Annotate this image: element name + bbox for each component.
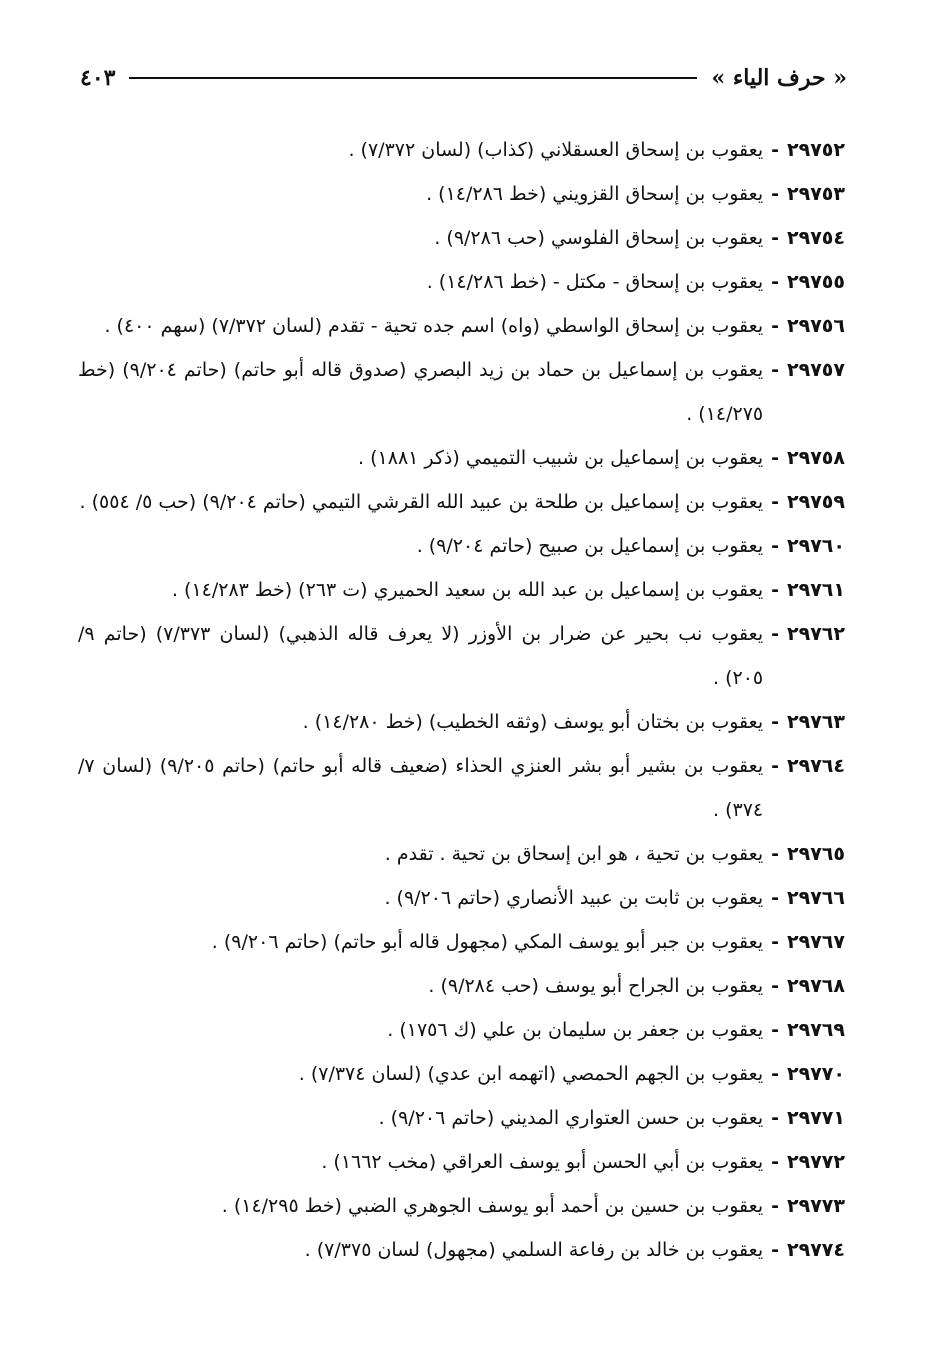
entry-dash: - [771, 447, 780, 469]
entry-text: يعقوب بن إسماعيل بن صبيح (حاتم ٩/٢٠٤) . [416, 535, 764, 557]
entry-dash: - [771, 227, 780, 249]
entry-dash: - [771, 139, 780, 161]
entry-dash: - [771, 1151, 780, 1173]
entry-number: ٢٩٧٦٢ [787, 623, 845, 645]
entry-number: ٢٩٧٦٨ [787, 975, 845, 997]
entry-text: يعقوب بن إسماعيل بن عبد الله بن سعيد الحميري (ت ٢٦٣) (خط ١٤/٢٨٣) . [171, 579, 764, 601]
entry-dash: - [771, 755, 780, 777]
entry-dash: - [771, 1107, 780, 1129]
chapter-title: « حرف الياء » [711, 65, 847, 91]
entry-row [78, 1184, 845, 1228]
entry-row [78, 1096, 845, 1140]
entry-row [78, 700, 845, 744]
entry-dash: - [771, 975, 780, 997]
entry-dash: - [771, 1239, 780, 1261]
page-header [80, 60, 847, 96]
entry-number: ٢٩٧٦٠ [787, 535, 845, 557]
entry-text: يعقوب بن أبي الحسن أبو يوسف العراقي (مخب ١٦٦٢) . [321, 1151, 764, 1173]
entry-text: يعقوب بن حسن العتواري المديني (حاتم ٩/٢٠٦) . [378, 1107, 764, 1129]
entry-text: يعقوب بن إسحاق القزويني (خط ١٤/٢٨٦) . [426, 183, 764, 205]
entry-number: ٢٩٧٧١ [787, 1107, 845, 1129]
entry-row [78, 744, 845, 832]
entry-number: ٢٩٧٦٧ [787, 931, 845, 953]
page-number: ٤٠٣ [80, 65, 116, 91]
entry-dash: - [771, 1195, 780, 1217]
entry-dash: - [771, 1063, 780, 1085]
entry-text: يعقوب بن جعفر بن سليمان بن علي (ك ١٧٥٦) . [387, 1019, 764, 1041]
entry-text: يعقوب بن إسماعيل بن حماد بن زيد البصري (صدوق قاله أبو حاتم) (حاتم ٩/٢٠٤) (خط ١٤/٢٧٥) . [78, 359, 764, 425]
entry-row [78, 568, 845, 612]
entry-list [78, 128, 845, 1272]
entry-row [78, 128, 845, 172]
entry-dash: - [771, 887, 780, 909]
entry-number: ٢٩٧٥٨ [787, 447, 845, 469]
entry-text: يعقوب بن بختان أبو يوسف (وثقه الخطيب) (خط ١٤/٢٨٠) . [302, 711, 764, 733]
entry-number: ٢٩٧٥٧ [787, 359, 845, 381]
entry-number: ٢٩٧٦٤ [787, 755, 845, 777]
entry-dash: - [771, 579, 780, 601]
entry-row [78, 920, 845, 964]
entry-dash: - [771, 711, 780, 733]
entry-text: يعقوب بن خالد بن رفاعة السلمي (مجهول) لسان ٧/٣٧٥) . [304, 1239, 764, 1261]
entry-dash: - [771, 843, 780, 865]
entry-row [78, 612, 845, 700]
entry-dash: - [771, 1019, 780, 1041]
entry-text: يعقوب بن الجهم الحمصي (اتهمه ابن عدي) (لسان ٧/٣٧٤) . [298, 1063, 764, 1085]
entry-number: ٢٩٧٥٤ [787, 227, 845, 249]
entry-dash: - [771, 315, 780, 337]
header-rule [129, 77, 697, 79]
entry-number: ٢٩٧٦٥ [787, 843, 845, 865]
entry-dash: - [771, 183, 780, 205]
entry-text: يعقوب بن بشير أبو بشر العنزي الحذاء (ضعيف قاله أبو حاتم) (حاتم ٩/٢٠٥) (لسان ٧/ ٣٧٤) . [78, 755, 764, 821]
entry-row [78, 216, 845, 260]
entry-text: يعقوب بن إسحاق الفلوسي (حب ٩/٢٨٦) . [434, 227, 764, 249]
entry-text: يعقوب بن الجراح أبو يوسف (حب ٩/٢٨٤) . [428, 975, 764, 997]
entry-dash: - [771, 623, 780, 645]
entry-row [78, 524, 845, 568]
entry-row [78, 1228, 845, 1272]
entry-text: يعقوب بن ثابت بن عبيد الأنصاري (حاتم ٩/٢٠٦) . [384, 887, 764, 909]
entry-number: ٢٩٧٥٣ [787, 183, 845, 205]
entry-row [78, 1008, 845, 1052]
entry-text: يعقوب بن إسحاق الواسطي (واه) اسم جده تحية - تقدم (لسان ٧/٣٧٢) (سهم ٤٠٠) . [104, 315, 764, 337]
entry-text: يعقوب بن إسماعيل بن شبيب التميمي (ذكر ١٨٨١) . [358, 447, 764, 469]
entry-row [78, 260, 845, 304]
entry-number: ٢٩٧٦٦ [787, 887, 845, 909]
entry-number: ٢٩٧٥٩ [787, 491, 845, 513]
entry-number: ٢٩٧٧٤ [787, 1239, 845, 1261]
entry-text: يعقوب بن إسماعيل بن طلحة بن عبيد الله القرشي التيمي (حاتم ٩/٢٠٤) (حب ٥/ ٥٥٤) . [79, 491, 764, 513]
entry-dash: - [771, 359, 780, 381]
entry-number: ٢٩٧٧٠ [787, 1063, 845, 1085]
entry-number: ٢٩٧٧٢ [787, 1151, 845, 1173]
entry-row [78, 964, 845, 1008]
entry-row [78, 1052, 845, 1096]
entry-row [78, 480, 845, 524]
entry-text: يعقوب بن إسحاق العسقلاني (كذاب) (لسان ٧/٣٧٢) . [348, 139, 764, 161]
entry-dash: - [771, 931, 780, 953]
entry-number: ٢٩٧٦٩ [787, 1019, 845, 1041]
entry-dash: - [771, 271, 780, 293]
entry-dash: - [771, 491, 780, 513]
entry-row [78, 436, 845, 480]
entry-text: يعقوب بن جبر أبو يوسف المكي (مجهول قاله أبو حاتم) (حاتم ٩/٢٠٦) . [211, 931, 764, 953]
entry-row [78, 172, 845, 216]
entry-row [78, 876, 845, 920]
entry-row [78, 1140, 845, 1184]
entry-text: يعقوب بن إسحاق - مكتل - (خط ١٤/٢٨٦) . [426, 271, 764, 293]
entry-number: ٢٩٧٦١ [787, 579, 845, 601]
entry-dash: - [771, 535, 780, 557]
entry-number: ٢٩٧٥٥ [787, 271, 845, 293]
entry-row [78, 348, 845, 436]
entry-row [78, 832, 845, 876]
entry-number: ٢٩٧٦٣ [787, 711, 845, 733]
entry-text: يعقوب بن تحية ، هو ابن إسحاق بن تحية . تقدم . [384, 843, 764, 865]
entry-number: ٢٩٧٥٢ [787, 139, 845, 161]
entry-row [78, 304, 845, 348]
entry-text: يعقوب نب بحير عن ضرار بن الأوزر (لا يعرف قاله الذهبي) (لسان ٧/٣٧٣) (حاتم ٩/ ٢٠٥) . [78, 623, 764, 689]
entry-text: يعقوب بن حسين بن أحمد أبو يوسف الجوهري الضبي (خط ١٤/٢٩٥) . [221, 1195, 764, 1217]
entry-number: ٢٩٧٧٣ [787, 1195, 845, 1217]
entry-number: ٢٩٧٥٦ [787, 315, 845, 337]
